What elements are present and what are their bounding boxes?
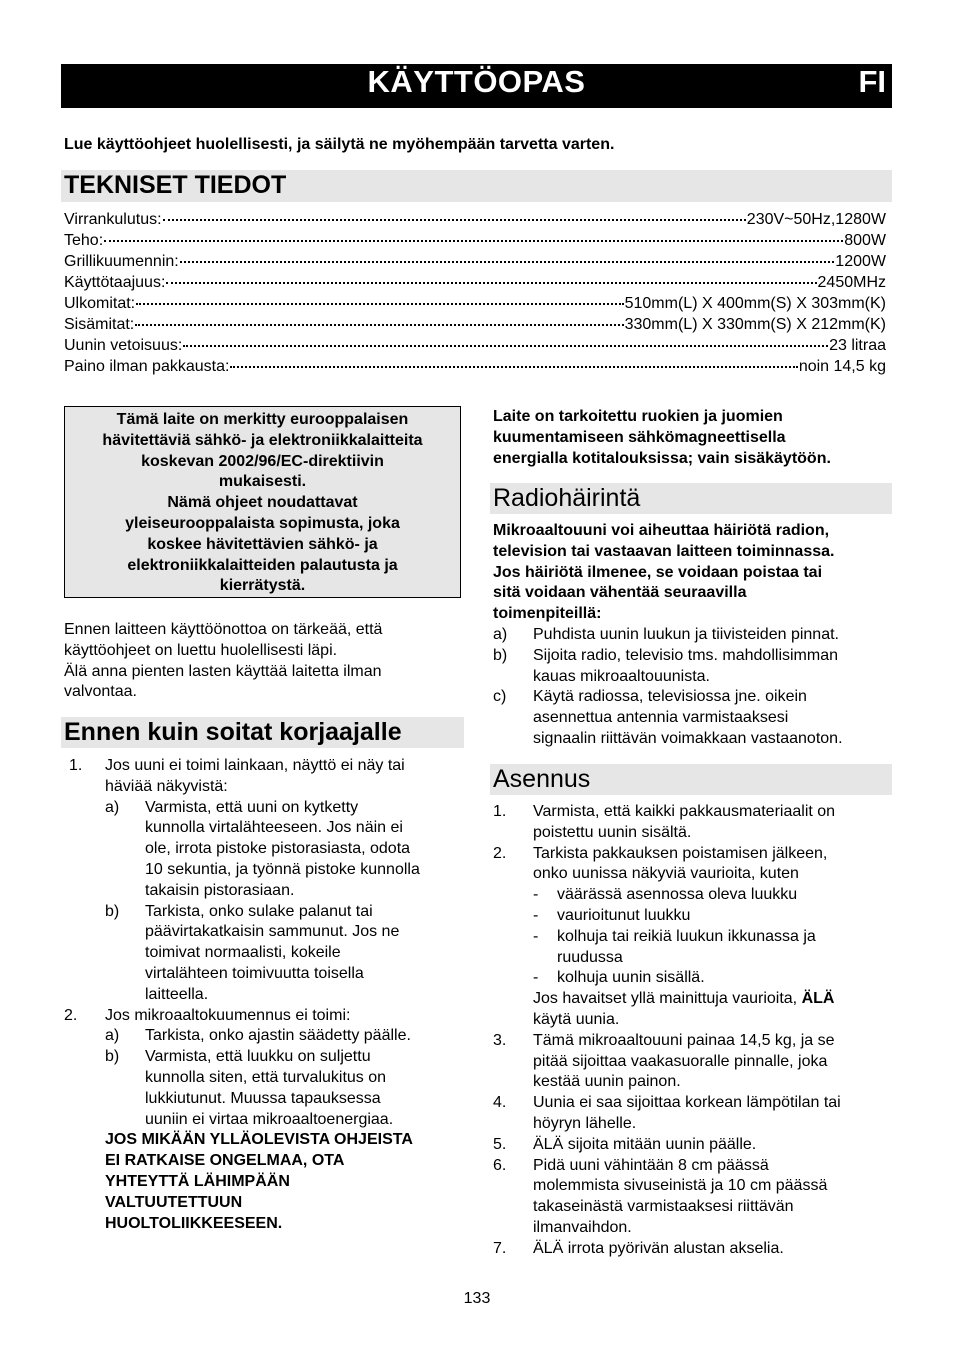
install-heading: Asennus	[490, 764, 892, 795]
spec-value: 800W	[844, 232, 886, 249]
list-line: asennettua antennia varmistaaksesi	[533, 709, 789, 727]
note-emphasis: ÄLÄ	[801, 990, 835, 1008]
list-line: Sijoita radio, televisio tms. mahdollisimman	[533, 646, 838, 664]
list-line: 10 sekuntia, ja työnnä pistoke kunnolla	[145, 860, 420, 878]
spec-value: 330mm(L) X 330mm(S) X 212mm(K)	[624, 316, 886, 333]
list-line: Varmista, että kaikki pakkausmateriaalit on	[533, 803, 836, 820]
spec-value: 230V~50Hz,1280W	[746, 211, 886, 228]
list-marker: b)	[105, 1048, 120, 1066]
list-line: poistettu uunin sisältä.	[533, 823, 692, 841]
note-text: Jos havaitset yllä mainittuja vaurioita,	[533, 990, 802, 1008]
list-line: kolhuja uunin sisällä.	[557, 969, 705, 987]
radio-heading: Radiohäirintä	[490, 483, 892, 514]
paragraph-line: valvontaa.	[64, 683, 137, 701]
list-line: Jos uuni ei toimi lainkaan, näyttö ei näy tai	[105, 757, 405, 774]
install-damage-note	[493, 989, 893, 1031]
language-code: FI	[858, 64, 886, 99]
list-line: uuniin ei virtaa mikroaaltoenergiaa.	[145, 1110, 394, 1128]
spec-label: Teho:	[64, 232, 104, 249]
warning-line: YHTEYTTÄ LÄHIMPÄÄN	[105, 1172, 290, 1190]
install-dash-item	[493, 968, 893, 989]
install-item	[493, 1156, 893, 1239]
radio-item	[493, 646, 893, 688]
install-item	[493, 1135, 893, 1156]
list-marker: 5.	[493, 1135, 507, 1153]
list-marker: 2.	[493, 844, 507, 862]
spec-label: Sisämitat:	[64, 316, 135, 333]
install-dash-item	[493, 906, 893, 927]
weee-notice-box	[64, 406, 461, 598]
note-line	[533, 989, 893, 1010]
list-line: Varmista, että luukku on suljettu	[145, 1048, 371, 1066]
specs-heading: TEKNISET TIEDOT	[61, 170, 892, 202]
warning-line: VALTUUTETTUUN	[105, 1193, 243, 1211]
list-line: Tarkista pakkauksen poistamisen jälkeen,	[533, 844, 828, 862]
title-banner	[61, 64, 892, 108]
list-marker: 2.	[64, 1006, 78, 1024]
spec-dots	[166, 268, 816, 284]
spec-value: 2450MHz	[817, 274, 886, 291]
list-marker: b)	[493, 646, 508, 664]
repair-subitem	[64, 1026, 464, 1047]
list-line: kolhuja tai reikiä luukun ikkunassa ja	[557, 927, 816, 945]
list-line: Tämä mikroaaltouuni painaa 14,5 kg, ja se	[533, 1031, 835, 1049]
list-line: laitteella.	[145, 985, 209, 1003]
list-line: Puhdista uunin luukun ja tiivisteiden pinnat.	[533, 626, 839, 643]
list-marker: 6.	[493, 1156, 507, 1174]
spec-dots	[136, 289, 623, 305]
page-number: 133	[463, 1290, 491, 1307]
usage-intro	[493, 407, 893, 469]
radio-list	[493, 625, 893, 750]
spec-dots	[180, 247, 835, 263]
list-marker: 4.	[493, 1094, 507, 1112]
repair-warning	[64, 1130, 464, 1234]
notice-line: Nämä ohjeet noudattavat	[167, 494, 358, 512]
list-line: takaseinästä varmistaaksesi riittävän	[533, 1198, 794, 1216]
radio-intro	[493, 521, 893, 625]
list-line: Tarkista, onko sulake palanut tai	[145, 902, 373, 920]
safety-paragraph	[64, 620, 464, 703]
install-item	[493, 844, 893, 886]
notice-line: mukaisesti.	[218, 473, 307, 491]
list-marker: b)	[105, 902, 120, 920]
paragraph-line: käyttöohjeet on luettu huolellisesti läpi.	[64, 641, 338, 659]
install-item	[493, 1093, 893, 1135]
paragraph-line: sitä voidaan vähentää seuraavilla	[493, 584, 747, 602]
list-line: pitää sijoittaa vaakasuoralle pinnalle, joka	[533, 1052, 828, 1070]
warning-line: JOS MIKÄÄN YLLÄOLEVISTA OHJEISTA	[105, 1131, 413, 1149]
spec-label: Ulkomitat:	[64, 295, 136, 312]
repair-heading: Ennen kuin soitat korjaajalle	[61, 717, 464, 748]
repair-item	[64, 1006, 464, 1027]
repair-item	[64, 756, 464, 798]
repair-list	[64, 756, 464, 1234]
list-line: ruudussa	[557, 948, 623, 966]
list-line: kestää uunin painon.	[533, 1073, 681, 1091]
notice-line: kierrätystä.	[219, 577, 306, 595]
list-line: virtalähteen toimivuutta toisella	[145, 964, 364, 982]
spec-label: Virrankulutus:	[64, 211, 162, 228]
list-line: molemmista sivuseinistä ja 10 cm päässä	[533, 1177, 828, 1195]
install-item	[493, 1031, 893, 1093]
paragraph-line: kuumentamiseen sähkömagneettisella	[493, 428, 786, 446]
warning-line: HUOLTOLIIKKEESEEN.	[105, 1214, 283, 1232]
list-line: höyryn lähelle.	[533, 1114, 637, 1132]
spec-label: Uunin vetoisuus:	[64, 337, 183, 354]
spec-label: Paino ilman pakkausta:	[64, 358, 230, 375]
list-line: takaisin pistorasiaan.	[145, 881, 295, 899]
install-list	[493, 802, 893, 1260]
list-line: lukkiutunut. Muussa tapauksessa	[145, 1089, 381, 1107]
paragraph-line: Ennen laitteen käyttöönottoa on tärkeää, että	[64, 621, 383, 638]
list-marker: a)	[105, 1027, 120, 1045]
list-line: onko uunissa näkyviä vaurioita, kuten	[533, 865, 799, 883]
list-marker: 7.	[493, 1239, 507, 1257]
notice-line: hävitettäviä sähkö- ja elektroniikkalaitteita	[102, 431, 423, 449]
dash-marker: -	[533, 969, 539, 987]
list-line: Pidä uuni vähintään 8 cm päässä	[533, 1156, 769, 1174]
spec-dots	[163, 205, 746, 221]
list-line: Tarkista, onko ajastin säädetty päälle.	[145, 1027, 411, 1045]
list-line: ilmanvaihdon.	[533, 1218, 632, 1236]
list-line: kunnolla virtalähteeseen. Jos näin ei	[145, 819, 403, 837]
list-marker: a)	[493, 626, 508, 643]
spec-dots	[135, 310, 623, 326]
list-line: Uunia ei saa sijoittaa korkean lämpötilan tai	[533, 1094, 841, 1112]
list-line: Varmista, että uuni on kytketty	[145, 798, 359, 816]
spec-value: noin 14,5 kg	[798, 358, 886, 375]
spec-dots	[230, 352, 797, 368]
spec-dots	[104, 226, 843, 242]
notice-line: koskee hävitettävien sähkö- ja	[147, 535, 378, 553]
paragraph-line: toimenpiteillä:	[493, 605, 602, 623]
install-dash-item	[493, 927, 893, 969]
notice-line: yleiseurooppalaista sopimusta, joka	[125, 514, 400, 532]
paragraph-line: television tai vastaavan laitteen toiminnassa.	[493, 542, 835, 560]
list-line: kauas mikroaaltouunista.	[533, 667, 710, 685]
repair-subitem	[64, 1047, 464, 1130]
paragraph-line: Mikroaaltouuni voi aiheuttaa häiriötä radion,	[493, 522, 830, 539]
spec-value: 1200W	[835, 253, 886, 270]
repair-subitem	[64, 798, 464, 902]
list-line: ÄLÄ irrota pyörivän alustan akselia.	[533, 1239, 784, 1257]
warning-line: EI RATKAISE ONGELMAA, OTA	[105, 1152, 345, 1170]
paragraph-line: Jos häiriötä ilmenee, se voidaan poistaa tai	[493, 563, 823, 581]
install-item	[493, 1239, 893, 1260]
list-line: signaalin riittävän voimakkaan vastaanoton.	[533, 729, 843, 747]
dash-marker: -	[533, 886, 539, 904]
paragraph-line: energialla kotitalouksissa; vain sisäkäytöön.	[493, 449, 831, 467]
list-marker: 3.	[493, 1031, 507, 1049]
list-line: toimivat normaalisti, kokeile	[145, 944, 341, 962]
list-marker: 1.	[493, 803, 507, 820]
page-title: KÄYTTÖOPAS	[367, 64, 586, 99]
radio-item	[493, 687, 893, 749]
list-line: Jos mikroaaltokuumennus ei toimi:	[105, 1006, 351, 1024]
dash-marker: -	[533, 927, 539, 945]
list-line: häviää näkyvistä:	[105, 777, 228, 795]
paragraph-line: Laite on tarkoitettu ruokien ja juomien	[493, 408, 783, 425]
paragraph-line: Älä anna pienten lasten käyttää laitetta ilman	[64, 662, 382, 680]
intro-text: Lue käyttöohjeet huolellisesti, ja säilytä ne myöhempään tarvetta varten.	[64, 136, 615, 153]
list-line: vaurioitunut luukku	[557, 906, 691, 924]
list-line: Käytä radiossa, televisiossa jne. oikein	[533, 688, 807, 706]
notice-line: elektroniikkalaitteiden palautusta ja	[127, 556, 398, 574]
list-line: ÄLÄ sijoita mitään uunin päälle.	[533, 1135, 757, 1153]
install-dash-item	[493, 885, 893, 906]
spec-label: Grillikuumennin:	[64, 253, 179, 270]
dash-marker: -	[533, 906, 539, 924]
radio-item	[493, 625, 893, 646]
list-marker: 1.	[69, 757, 83, 774]
install-item	[493, 802, 893, 844]
specs-list	[64, 208, 886, 376]
list-marker: c)	[493, 688, 507, 706]
spec-value: 23 litraa	[829, 337, 886, 354]
spec-dots	[183, 331, 828, 347]
spec-value: 510mm(L) X 400mm(S) X 303mm(K)	[624, 295, 886, 312]
notice-line: Tämä laite on merkitty eurooppalaisen	[116, 411, 409, 428]
list-line: ole, irrota pistoke pistorasiasta, odota	[145, 840, 411, 858]
list-line: väärässä asennossa oleva luukku	[557, 886, 798, 904]
repair-subitem	[64, 902, 464, 1006]
list-marker: a)	[105, 798, 120, 816]
spec-label: Käyttötaajuus:	[64, 274, 166, 291]
spec-row	[64, 355, 886, 376]
list-line: kunnolla siten, että turvalukitus on	[145, 1068, 387, 1086]
note-line: käytä uunia.	[533, 1010, 620, 1028]
list-line: päävirtakatkaisin sammunut. Jos ne	[145, 923, 400, 941]
notice-line: koskevan 2002/96/EC-direktiivin	[141, 452, 384, 470]
